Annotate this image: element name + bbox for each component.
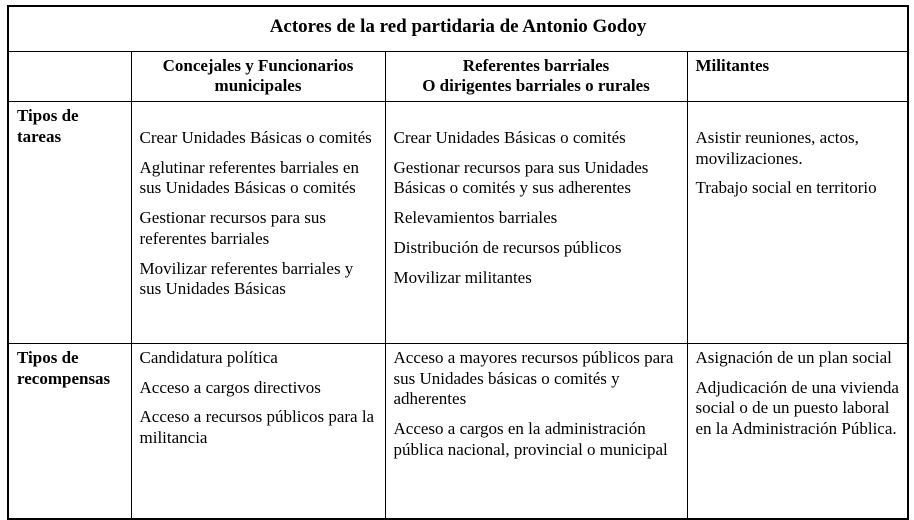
- cell-item: Asignación de un plan social: [695, 347, 892, 367]
- cell-item: Relevamientos barriales: [393, 208, 558, 228]
- row-recompensas: [8, 343, 908, 519]
- header-empty-cell: [8, 51, 131, 101]
- cell-item: Candidatura política: [139, 347, 278, 367]
- cell-tareas-militantes: [687, 101, 908, 343]
- cell-recompensas-referentes: [385, 343, 687, 519]
- row-label-recompensas: Tipos de recompensas: [8, 343, 131, 519]
- column-header-militantes: Militantes: [687, 51, 908, 101]
- cell-item: Aglutinar referentes barriales en sus Unidades Básicas o comités: [139, 157, 359, 198]
- column-header-referentes-line1: Referentes barriales: [462, 55, 610, 75]
- cell-item: Adjudicación de una vivienda social o de un puesto laboral en la Administración Pública.: [695, 377, 899, 439]
- cell-item: Distribución de recursos públicos: [393, 237, 622, 257]
- title-row: [8, 6, 908, 51]
- row-label-tareas: Tipos de tareas: [8, 101, 131, 343]
- cell-item: Acceso a cargos directivos: [139, 377, 321, 397]
- cell-item: Acceso a mayores recursos públicos para sus Unidades básicas o comités y adherentes: [393, 347, 674, 409]
- cell-item: Trabajo social en territorio: [695, 178, 877, 198]
- column-header-concejales: Concejales y Funcionarios municipales: [131, 51, 385, 101]
- cell-item: Movilizar referentes barriales y sus Unidades Básicas: [139, 258, 354, 299]
- cell-recompensas-militantes: [687, 343, 908, 519]
- cell-item: Acceso a cargos en la administración pública nacional, provincial o municipal: [393, 419, 668, 459]
- column-header-referentes-line2: O dirigentes barriales o rurales: [422, 76, 650, 96]
- cell-item: Movilizar militantes: [393, 267, 532, 287]
- cell-tareas-referentes: [385, 101, 687, 343]
- cell-item: Asistir reuniones, actos, movilizaciones.: [695, 127, 859, 168]
- cell-item: Gestionar recursos para sus Unidades Básicas o comités y sus adherentes: [393, 157, 649, 198]
- cell-item: Acceso a recursos públicos para la militancia: [139, 407, 375, 448]
- cell-item: Crear Unidades Básicas o comités: [393, 127, 626, 147]
- column-header-referentes: [385, 51, 687, 101]
- cell-item: Crear Unidades Básicas o comités: [139, 127, 372, 147]
- header-row: [8, 51, 908, 101]
- cell-tareas-concejales: [131, 101, 385, 343]
- cell-item: Gestionar recursos para sus referentes barriales: [139, 208, 326, 248]
- cell-recompensas-concejales: [131, 343, 385, 519]
- party-network-table: [7, 5, 909, 520]
- table-title: Actores de la red partidaria de Antonio Godoy: [8, 6, 908, 51]
- row-tareas: [8, 101, 908, 343]
